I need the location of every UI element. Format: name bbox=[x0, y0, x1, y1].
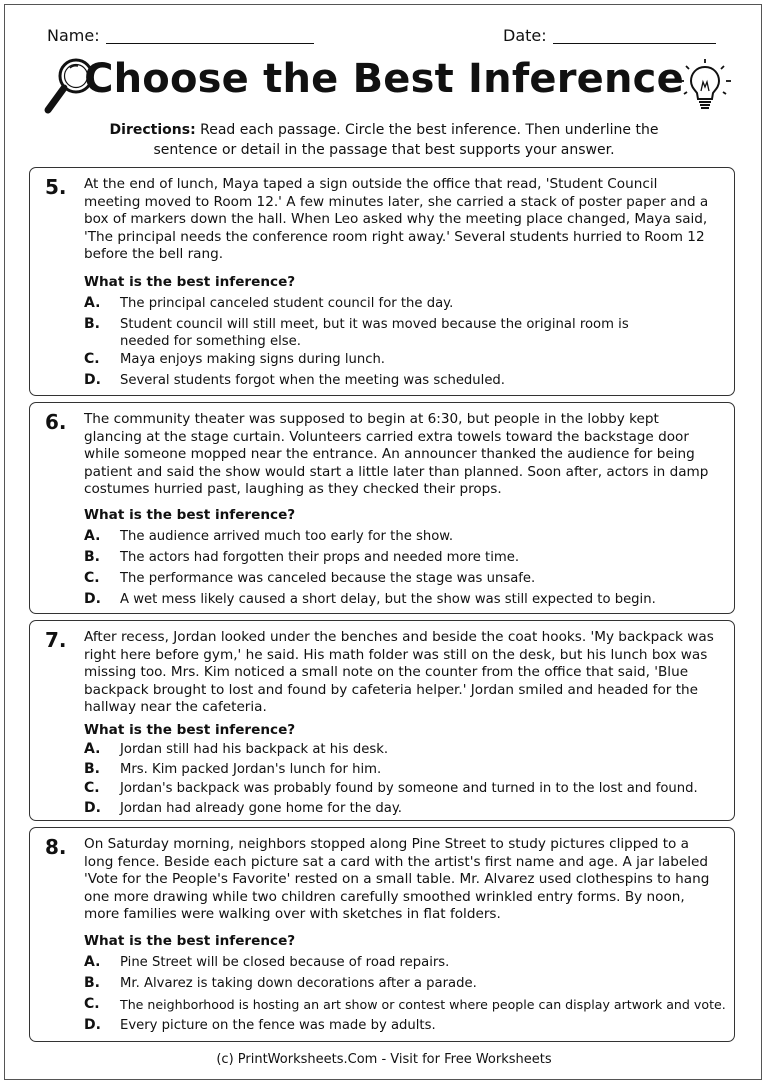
option-text: Pine Street will be closed because of road repairs. bbox=[120, 955, 450, 970]
answer-option-b[interactable] bbox=[84, 761, 704, 778]
option-letter: A. bbox=[84, 295, 101, 311]
question-card bbox=[29, 620, 735, 821]
option-text: Student council will still meet, but it was moved because the original room is needed for something else. bbox=[120, 317, 629, 349]
option-text: Jordan's backpack was probably found by someone and turned in to the lost and found. bbox=[120, 781, 698, 796]
option-text: The performance was canceled because the stage was unsafe. bbox=[120, 571, 536, 586]
name-label: Name: bbox=[47, 26, 100, 45]
answer-option-d[interactable] bbox=[84, 800, 704, 817]
question-card bbox=[29, 827, 735, 1042]
question-card bbox=[29, 402, 735, 614]
option-letter: C. bbox=[84, 996, 100, 1012]
answer-option-b[interactable] bbox=[84, 316, 634, 350]
option-text: Jordan still had his backpack at his desk. bbox=[120, 742, 389, 757]
option-letter: D. bbox=[84, 591, 101, 607]
option-letter: B. bbox=[84, 761, 100, 777]
directions-text: Read each passage. Circle the best inference. Then underline the sentence or detail in the passage that best supports your answer. bbox=[153, 122, 659, 158]
answer-option-a[interactable] bbox=[84, 954, 704, 971]
name-field[interactable] bbox=[47, 26, 314, 45]
option-text: Several students forgot when the meeting was scheduled. bbox=[120, 373, 506, 388]
option-letter: D. bbox=[84, 372, 101, 388]
question-card bbox=[29, 167, 735, 396]
question-prompt: What is the best inference? bbox=[84, 507, 296, 523]
answer-option-d[interactable] bbox=[84, 372, 704, 389]
option-text: Jordan had already gone home for the day. bbox=[120, 801, 402, 816]
option-letter: A. bbox=[84, 954, 101, 970]
answer-option-b[interactable] bbox=[84, 549, 704, 566]
question-prompt: What is the best inference? bbox=[84, 933, 296, 949]
answer-option-a[interactable] bbox=[84, 528, 704, 545]
answer-option-c[interactable] bbox=[84, 996, 730, 1013]
option-text: Mrs. Kim packed Jordan's lunch for him. bbox=[120, 762, 382, 777]
question-number: 5. bbox=[45, 175, 67, 199]
option-letter: C. bbox=[84, 780, 100, 796]
option-letter: C. bbox=[84, 351, 100, 367]
option-text: The neighborhood is hosting an art show or contest where people can display artwork and vote. bbox=[120, 997, 726, 1012]
option-letter: B. bbox=[84, 316, 100, 332]
question-number: 7. bbox=[45, 628, 67, 652]
option-letter: B. bbox=[84, 549, 100, 565]
directions bbox=[80, 120, 688, 160]
name-blank[interactable] bbox=[106, 42, 314, 44]
option-text: The principal canceled student council for the day. bbox=[120, 296, 454, 311]
question-prompt: What is the best inference? bbox=[84, 274, 296, 290]
passage-text: On Saturday morning, neighbors stopped along Pine Street to study pictures clipped to a long fence. Beside each picture sat a card with the artist's first name and age. A jar labeled 'Vote for the People's Favorite' rested on a small table. Mr. Alvarez used clothespins to hang one more drawing while two children carefully smoothed wrinkled entry forms. By noon, more families were walking over with sketches in flat folders. bbox=[84, 836, 710, 923]
page-title: Choose the Best Inference bbox=[84, 56, 684, 102]
option-letter: D. bbox=[84, 1017, 101, 1033]
question-prompt: What is the best inference? bbox=[84, 722, 296, 738]
question-number: 8. bbox=[45, 835, 67, 859]
option-text: Every picture on the fence was made by adults. bbox=[120, 1018, 436, 1033]
date-label: Date: bbox=[503, 26, 547, 45]
lightbulb-icon bbox=[678, 58, 732, 112]
date-field[interactable] bbox=[503, 26, 716, 45]
passage-text: At the end of lunch, Maya taped a sign outside the office that read, 'Student Council meeting moved to Room 12.' A few minutes later, she carried a stack of poster paper and a box of markers down the hall. When Leo asked why the meeting place changed, Maya said, 'The principal needs the conference room right away.' Several students hurried to Room 12 before the bell rang. bbox=[84, 176, 709, 263]
option-text: Maya enjoys making signs during lunch. bbox=[120, 352, 385, 367]
answer-option-d[interactable] bbox=[84, 591, 704, 608]
question-number: 6. bbox=[45, 410, 67, 434]
option-text: A wet mess likely caused a short delay, but the show was still expected to begin. bbox=[120, 592, 656, 607]
option-letter: C. bbox=[84, 570, 100, 586]
answer-option-c[interactable] bbox=[84, 351, 704, 368]
directions-label: Directions: bbox=[109, 122, 196, 138]
passage-text: After recess, Jordan looked under the benches and beside the coat hooks. 'My backpack was right here before gym,' he said. His math folder was still on the desk, but his lunch box was missing too. Mrs. Kim noticed a small note on the counter from the office that said, 'Blue backpack brought to lost and found by cafeteria helper.' Jordan smiled and headed for the hallway near the cafeteria. bbox=[84, 629, 714, 716]
passage-text: The community theater was supposed to begin at 6:30, but people in the lobby kept glancing at the stage curtain. Volunteers carried extra towels toward the backstage door while someone mopped near the entrance. An announcer thanked the audience for being patient and said the show would start a little later than planned. Soon after, actors in damp costumes hurried past, laughing as they checked their props. bbox=[84, 411, 709, 498]
footer-credit: (c) PrintWorksheets.Com - Visit for Free Worksheets bbox=[216, 1052, 552, 1067]
answer-option-d[interactable] bbox=[84, 1017, 704, 1034]
answer-option-a[interactable] bbox=[84, 295, 704, 312]
option-text: The actors had forgotten their props and needed more time. bbox=[120, 550, 520, 565]
option-letter: A. bbox=[84, 528, 101, 544]
option-letter: B. bbox=[84, 975, 100, 991]
answer-option-a[interactable] bbox=[84, 741, 704, 758]
option-text: Mr. Alvarez is taking down decorations after a parade. bbox=[120, 976, 477, 991]
option-text: The audience arrived much too early for the show. bbox=[120, 529, 454, 544]
date-blank[interactable] bbox=[553, 42, 716, 44]
option-letter: A. bbox=[84, 741, 101, 757]
option-letter: D. bbox=[84, 800, 101, 816]
answer-option-c[interactable] bbox=[84, 780, 724, 797]
answer-option-b[interactable] bbox=[84, 975, 704, 992]
answer-option-c[interactable] bbox=[84, 570, 704, 587]
